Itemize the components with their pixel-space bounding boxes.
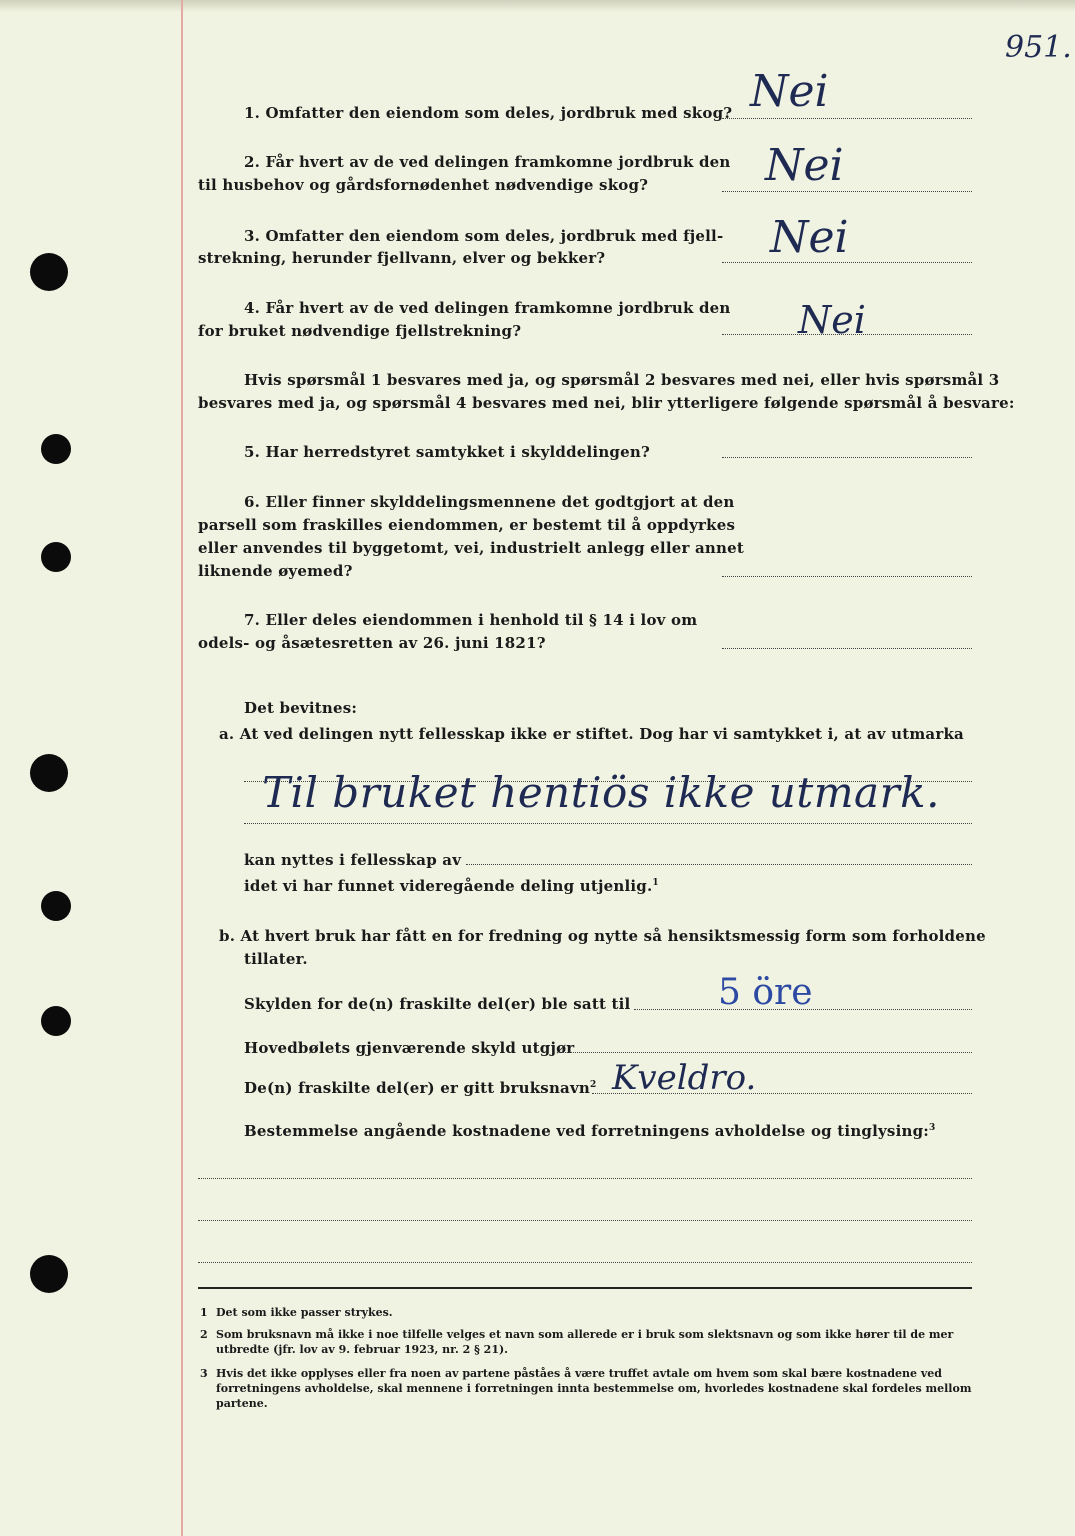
question-1-text: 1. Omfatter den eiendom som deles, jordbruk med skog?: [244, 104, 733, 122]
footnote-1-number: 1: [200, 1306, 208, 1319]
shared-use-line[interactable]: [466, 864, 972, 865]
condition-line-2: besvares med ja, og spørsmål 4 besvares med nei, blir ytterligere følgende spørsmål å besvare:: [198, 394, 1015, 412]
binder-hole: [30, 754, 68, 792]
answer-line-6[interactable]: [722, 576, 972, 577]
bruksnavn-handwriting: Kveldro.: [612, 1058, 757, 1098]
footnote-2-number: 2: [200, 1328, 208, 1341]
witness-b-line-1: b. At hvert bruk har fått en for fredning og nytte så hensiktsmessig form som forholdene: [219, 927, 986, 945]
question-3-line-1: 3. Omfatter den eiendom som deles, jordbruk med fjell-: [244, 227, 724, 245]
shared-use-label: kan nyttes i fellesskap av: [244, 851, 462, 869]
bruksnavn-label: De(n) fraskilte del(er) er gitt bruksnavn: [244, 1079, 590, 1097]
margin-rule: [181, 0, 183, 1536]
question-6-line-4: liknende øyemed?: [198, 562, 353, 580]
answer-1-handwriting: Nei: [750, 66, 829, 117]
top-edge-shadow: [0, 0, 1075, 12]
footnote-3-number: 3: [200, 1367, 208, 1380]
answer-3-handwriting: Nei: [770, 212, 849, 263]
question-4-line-2: for bruket nødvendige fjellstrekning?: [198, 322, 522, 340]
footnote-ref-2: 2: [590, 1080, 597, 1090]
answer-line-1[interactable]: [722, 118, 972, 119]
question-7-line-2: odels- og åsætesretten av 26. juni 1821?: [198, 634, 546, 652]
binder-hole: [41, 891, 71, 921]
bruksnavn-label-group: [244, 1079, 596, 1097]
hovedbol-line[interactable]: [562, 1052, 972, 1053]
question-3-line-2: strekning, herunder fjellvann, elver og bekker?: [198, 249, 606, 267]
utmark-handwriting: Til bruket hentiös ikke utmark.: [262, 768, 940, 817]
condition-line-1: Hvis spørsmål 1 besvares med ja, og spørsmål 2 besvares med nei, eller hvis spørsmål 3: [244, 371, 1000, 389]
utmark-line-2[interactable]: [244, 823, 972, 824]
bestemmelse-line-3[interactable]: [198, 1262, 972, 1263]
footnote-2-text: Som bruksnavn må ikke i noe tilfelle velges et navn som allerede er i bruk som slektsnavn og som ikke hører til de mer utbredte (jfr. lov av 9. februar 1923, nr. 2 § 21).: [216, 1328, 954, 1356]
question-6-line-2: parsell som fraskilles eiendommen, er bestemt til å oppdyrkes: [198, 516, 736, 534]
witness-a-line: a. At ved delingen nytt fellesskap ikke er stiftet. Dog har vi samtykket i, at av utmarka: [219, 725, 964, 743]
footnote-rule: [198, 1287, 972, 1289]
bestemmelse-label-group: [244, 1122, 935, 1140]
binder-hole: [41, 434, 71, 464]
question-5-text: 5. Har herredstyret samtykket i skylddelingen?: [244, 443, 650, 461]
page-number: 951.: [1005, 30, 1072, 65]
witness-heading: Det bevitnes:: [244, 699, 358, 717]
hovedbol-label: Hovedbølets gjenværende skyld utgjør: [244, 1039, 575, 1057]
footnote-3-text: Hvis det ikke opplyses eller fra noen av partene påståes å være truffet avtale om hvem som skal bære kostnadene ved forretningens avholdelse, skal mennene i forretningen innta bestemmelse om, hvorledes kostnadene skal fordeles mellom partene.: [216, 1367, 972, 1410]
bestemmelse-label: Bestemmelse angående kostnadene ved forretningens avholdelse og tinglysing:: [244, 1122, 929, 1140]
question-7-line-1: 7. Eller deles eiendommen i henhold til § 14 i lov om: [244, 611, 698, 629]
division-reason: [244, 877, 659, 895]
binder-hole: [41, 542, 71, 572]
witness-b-line-2: tillater.: [244, 950, 308, 968]
skyld-handwriting: 5 öre: [718, 972, 813, 1013]
question-4-line-1: 4. Får hvert av de ved delingen framkomne jordbruk den: [244, 299, 731, 317]
bestemmelse-line-2[interactable]: [198, 1220, 972, 1221]
answer-line-7[interactable]: [722, 648, 972, 649]
division-reason-text: idet vi har funnet videregående deling utjenlig.: [244, 877, 653, 895]
question-2-line-1: 2. Får hvert av de ved delingen framkomne jordbruk den: [244, 153, 731, 171]
skyld-label: Skylden for de(n) fraskilte del(er) ble satt til: [244, 995, 631, 1013]
footnote-ref-1: 1: [652, 878, 659, 888]
answer-line-2[interactable]: [722, 191, 972, 192]
question-6-line-1: 6. Eller finner skylddelingsmennene det godtgjort at den: [244, 493, 735, 511]
footnote-1-text: Det som ikke passer strykes.: [216, 1306, 393, 1319]
footnote-ref-3: 3: [929, 1123, 936, 1133]
binder-hole: [30, 253, 68, 291]
bestemmelse-line-1[interactable]: [198, 1178, 972, 1179]
answer-4-handwriting: Nei: [798, 298, 866, 342]
binder-hole: [30, 1255, 68, 1293]
answer-2-handwriting: Nei: [765, 140, 844, 191]
answer-line-5[interactable]: [722, 457, 972, 458]
question-6-line-3: eller anvendes til byggetomt, vei, industrielt anlegg eller annet: [198, 539, 744, 557]
binder-hole: [41, 1006, 71, 1036]
question-2-line-2: til husbehov og gårdsfornødenhet nødvendige skog?: [198, 176, 649, 194]
